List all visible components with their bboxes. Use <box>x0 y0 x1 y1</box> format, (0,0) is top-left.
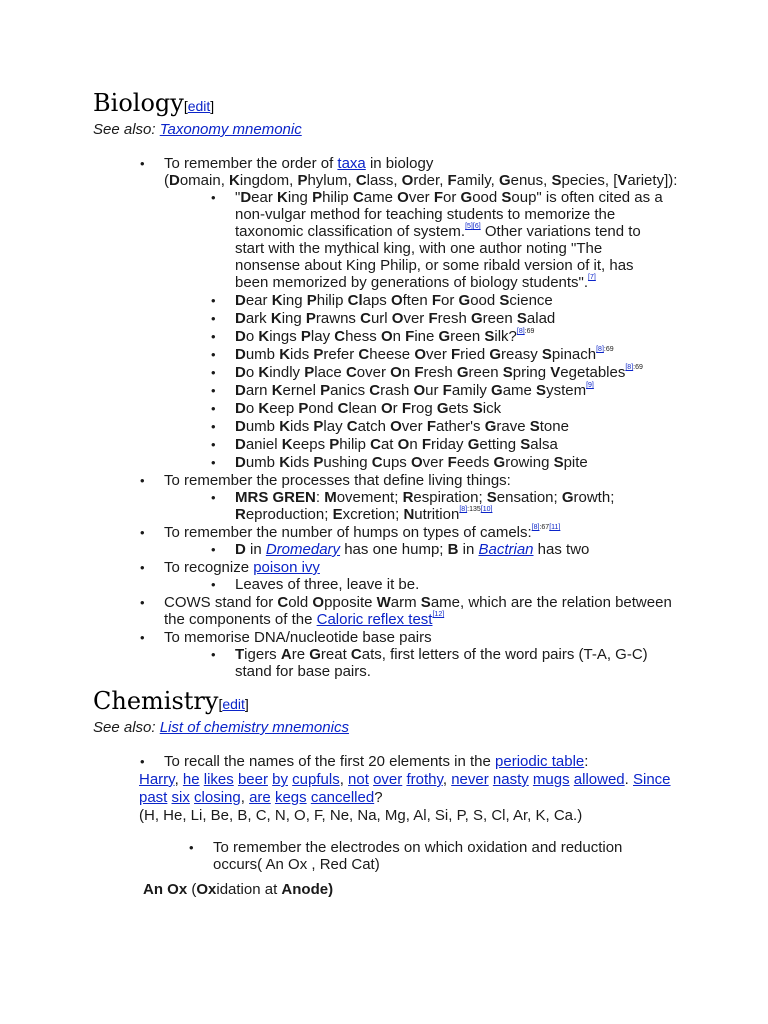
living-sublist <box>235 489 667 523</box>
taxa-link[interactable]: taxa <box>337 155 366 172</box>
citation-link[interactable]: [8] <box>596 346 604 353</box>
electrode-list <box>213 839 673 873</box>
taxonomy-mnemonic-link[interactable]: Taxonomy mnemonic <box>159 121 302 138</box>
chemistry-list <box>164 753 684 770</box>
citation-link[interactable]: [7] <box>588 274 596 281</box>
list-item: • Dear King Philip Claps Often For Good Science <box>235 292 667 309</box>
list-item: • Darn Kernel Panics Crash Our Family Game System[9] <box>235 382 667 399</box>
wiki-link[interactable]: not <box>348 771 369 788</box>
list-item-electrodes: • To remember the electrodes on which oxidation and reduction occurs( An Ox , Red Cat) <box>213 839 673 873</box>
list-item-living: • To remember the processes that define living things: • MRS GREN: Movement; Respiration; Sensation; Growth; Reproduction; Excretion; Nutrition[8]:135[10] <box>164 472 684 523</box>
wiki-link[interactable]: Caloric reflex test <box>316 611 433 628</box>
chemistry-see-also: See also: List of chemistry mnemonics <box>93 719 349 736</box>
wiki-link[interactable]: frothy <box>406 771 443 788</box>
list-item: • Dark King Prawns Curl Over Fresh Green Salad <box>235 310 667 327</box>
list-item: • Tigers Are Great Cats, first letters of the word pairs (T-A, G-C) stand for base pairs. <box>235 646 667 680</box>
citation-link[interactable]: [10] <box>480 506 493 513</box>
citation-link[interactable]: [8] <box>516 328 525 335</box>
biology-see-also: See also: Taxonomy mnemonic <box>93 121 302 138</box>
wiki-link[interactable]: kegs <box>274 789 307 806</box>
poison-ivy-link[interactable]: poison ivy <box>253 559 320 576</box>
citation-link[interactable]: [11] <box>549 524 561 531</box>
camels-sublist <box>235 541 667 558</box>
list-item: • Dumb Kids Pushing Cups Over Feeds Growing Spite <box>235 454 667 471</box>
biology-edit-link[interactable]: edit <box>187 98 211 114</box>
citation-link[interactable]: [9] <box>586 382 594 389</box>
wiki-link[interactable]: beer <box>237 771 268 788</box>
wiki-link[interactable]: cancelled <box>310 789 375 806</box>
elements-mnemonic: Harry, he likes beer by cupfuls, not over frothy, never nasty mugs allowed. Since past six closing, are kegs cancelled? <box>139 771 671 806</box>
dna-sublist <box>235 646 667 680</box>
list-item: • Do Kindly Place Cover On Fresh Green Spring Vegetables$^{[8]:69}$ <box>235 364 667 381</box>
wiki-link[interactable]: over <box>373 771 403 788</box>
list-item-dna: • To memorise DNA/nucleotide base pairs • Tigers Are Great Cats, first letters of the word pairs (T-A, G-C) stand for base pairs. <box>164 629 684 680</box>
chemistry-mnemonics-link[interactable]: List of chemistry mnemonics <box>159 719 349 736</box>
list-item: • Do Keep Pond Clean Or Frog Gets Sick <box>235 400 667 417</box>
list-item-taxa: • To remember the order of taxa in biology (Domain, Kingdom, Phylum, Class, Order, Family, Genus, Species, [Variety]): • "Dear King Philip Came Over For Good Soup" is often cited as a non-vulgar method for teaching students to memorize the taxonomic classification of system.[5][6] Other variations tend to start with the mythical king, with one author noting "The nonsense about King Philip, or some ribald version of it, has been memorized by generations of biology students".[7] • Dear King Philip Claps Often For Good Science • Dark King Prawns Curl Over Fresh Green Salad • Do Kings Play Chess On Fine Green Silk?$^{[8]:69}$ • Dumb Kids Prefer Cheese Over Fried Greasy Spinach$^{[8]:69}$ • Do Kindly Place Cover On Fresh Green Spring Vegetables$^{[8]:69}$ • Darn Kernel Panics Crash Our Family Game System[9] • Do Keep Pond Clean Or Frog Gets Sick • Dumb Kids Play Catch Over Father's Grave Stone • Daniel Keeps Philip Cat On Friday Getting Salsa • Dumb Kids Pushing Cups Over Feeds Growing Spite <box>164 155 684 471</box>
wiki-link[interactable]: closing <box>194 789 241 806</box>
article-body <box>93 88 693 898</box>
biology-list <box>164 155 684 680</box>
list-item-elements: • To recall the names of the first 20 elements in the periodic table: <box>164 753 684 770</box>
periodic-table-link[interactable]: periodic table <box>495 753 585 770</box>
citation-link[interactable]: [5] <box>465 223 473 230</box>
list-item-ivy: • To recognize poison ivy • Leaves of three, leave it be. <box>164 559 684 593</box>
citation-link[interactable]: [8] <box>531 524 540 531</box>
wiki-link[interactable]: allowed <box>573 771 625 788</box>
list-item: • Dumb Kids Prefer Cheese Over Fried Greasy Spinach$^{[8]:69}$ <box>235 346 667 363</box>
list-item: • Dumb Kids Play Catch Over Father's Grave Stone <box>235 418 667 435</box>
taxa-ranks: (Domain, Kingdom, Phylum, Class, Order, Family, Genus, Species, [Variety]): <box>164 172 678 189</box>
wiki-link[interactable]: Dromedary <box>265 541 341 558</box>
ivy-sublist <box>235 576 667 593</box>
wiki-link[interactable]: cupfuls <box>292 771 340 788</box>
wiki-link[interactable]: Bactrian <box>478 541 534 558</box>
citation-link[interactable]: [8] <box>625 364 634 371</box>
list-item-camels <box>164 524 684 558</box>
citation-link[interactable]: [12] <box>432 611 445 618</box>
elements-symbols: (H, He, Li, Be, B, C, N, O, F, Ne, Na, Mg, Al, Si, P, S, Cl, Ar, K, Ca.) <box>139 807 583 824</box>
wiki-link[interactable]: past <box>139 789 168 806</box>
citation-link[interactable]: [6] <box>472 223 481 230</box>
wiki-link[interactable]: Harry <box>139 771 175 788</box>
wiki-link[interactable]: are <box>249 789 271 806</box>
wiki-link[interactable]: likes <box>203 771 234 788</box>
citation-link[interactable]: [8] <box>459 506 468 513</box>
wiki-link[interactable]: six <box>171 789 190 806</box>
anox-line: An Ox (Oxidation at Anode) <box>143 881 334 898</box>
biology-heading: Biology[edit] <box>93 89 215 117</box>
list-item: • "Dear King Philip Came Over For Good Soup" is often cited as a non-vulgar method for teaching students to memorize the taxonomic classification of system.[5][6] Other variations tend to start with the mythical king, with one author noting "The nonsense about King Philip, or some ribald version of it, has been memorized by generations of biology students".[7] <box>235 189 667 291</box>
camels-intro: To remember the number of humps on types of camels:[8]:67[11] <box>164 524 561 541</box>
wiki-link[interactable]: by <box>272 771 288 788</box>
list-item-cows: • COWS stand for Cold Opposite Warm Same, which are the relation between the components of the Caloric reflex test[12] <box>164 594 684 628</box>
list-item: • MRS GREN: Movement; Respiration; Sensation; Growth; Reproduction; Excretion; Nutrition[8]:135[10] <box>235 489 667 523</box>
taxa-mnemonics-list <box>235 189 667 471</box>
wiki-link[interactable]: he <box>182 771 200 788</box>
wiki-link[interactable]: never <box>451 771 489 788</box>
chemistry-heading: Chemistry[edit] <box>93 687 249 715</box>
wiki-link[interactable]: mugs <box>532 771 570 788</box>
list-item: • D in Dromedary has one hump; B in Bactrian has two <box>235 541 667 558</box>
wiki-link[interactable]: Since <box>633 771 671 788</box>
chemistry-edit-link[interactable]: edit <box>222 696 245 712</box>
wiki-link[interactable]: nasty <box>492 771 529 788</box>
list-item: • Leaves of three, leave it be. <box>235 576 667 593</box>
list-item: • Do Kings Play Chess On Fine Green Silk?$^{[8]:69}$ <box>235 328 667 345</box>
list-item: • Daniel Keeps Philip Cat On Friday Getting Salsa <box>235 436 667 453</box>
